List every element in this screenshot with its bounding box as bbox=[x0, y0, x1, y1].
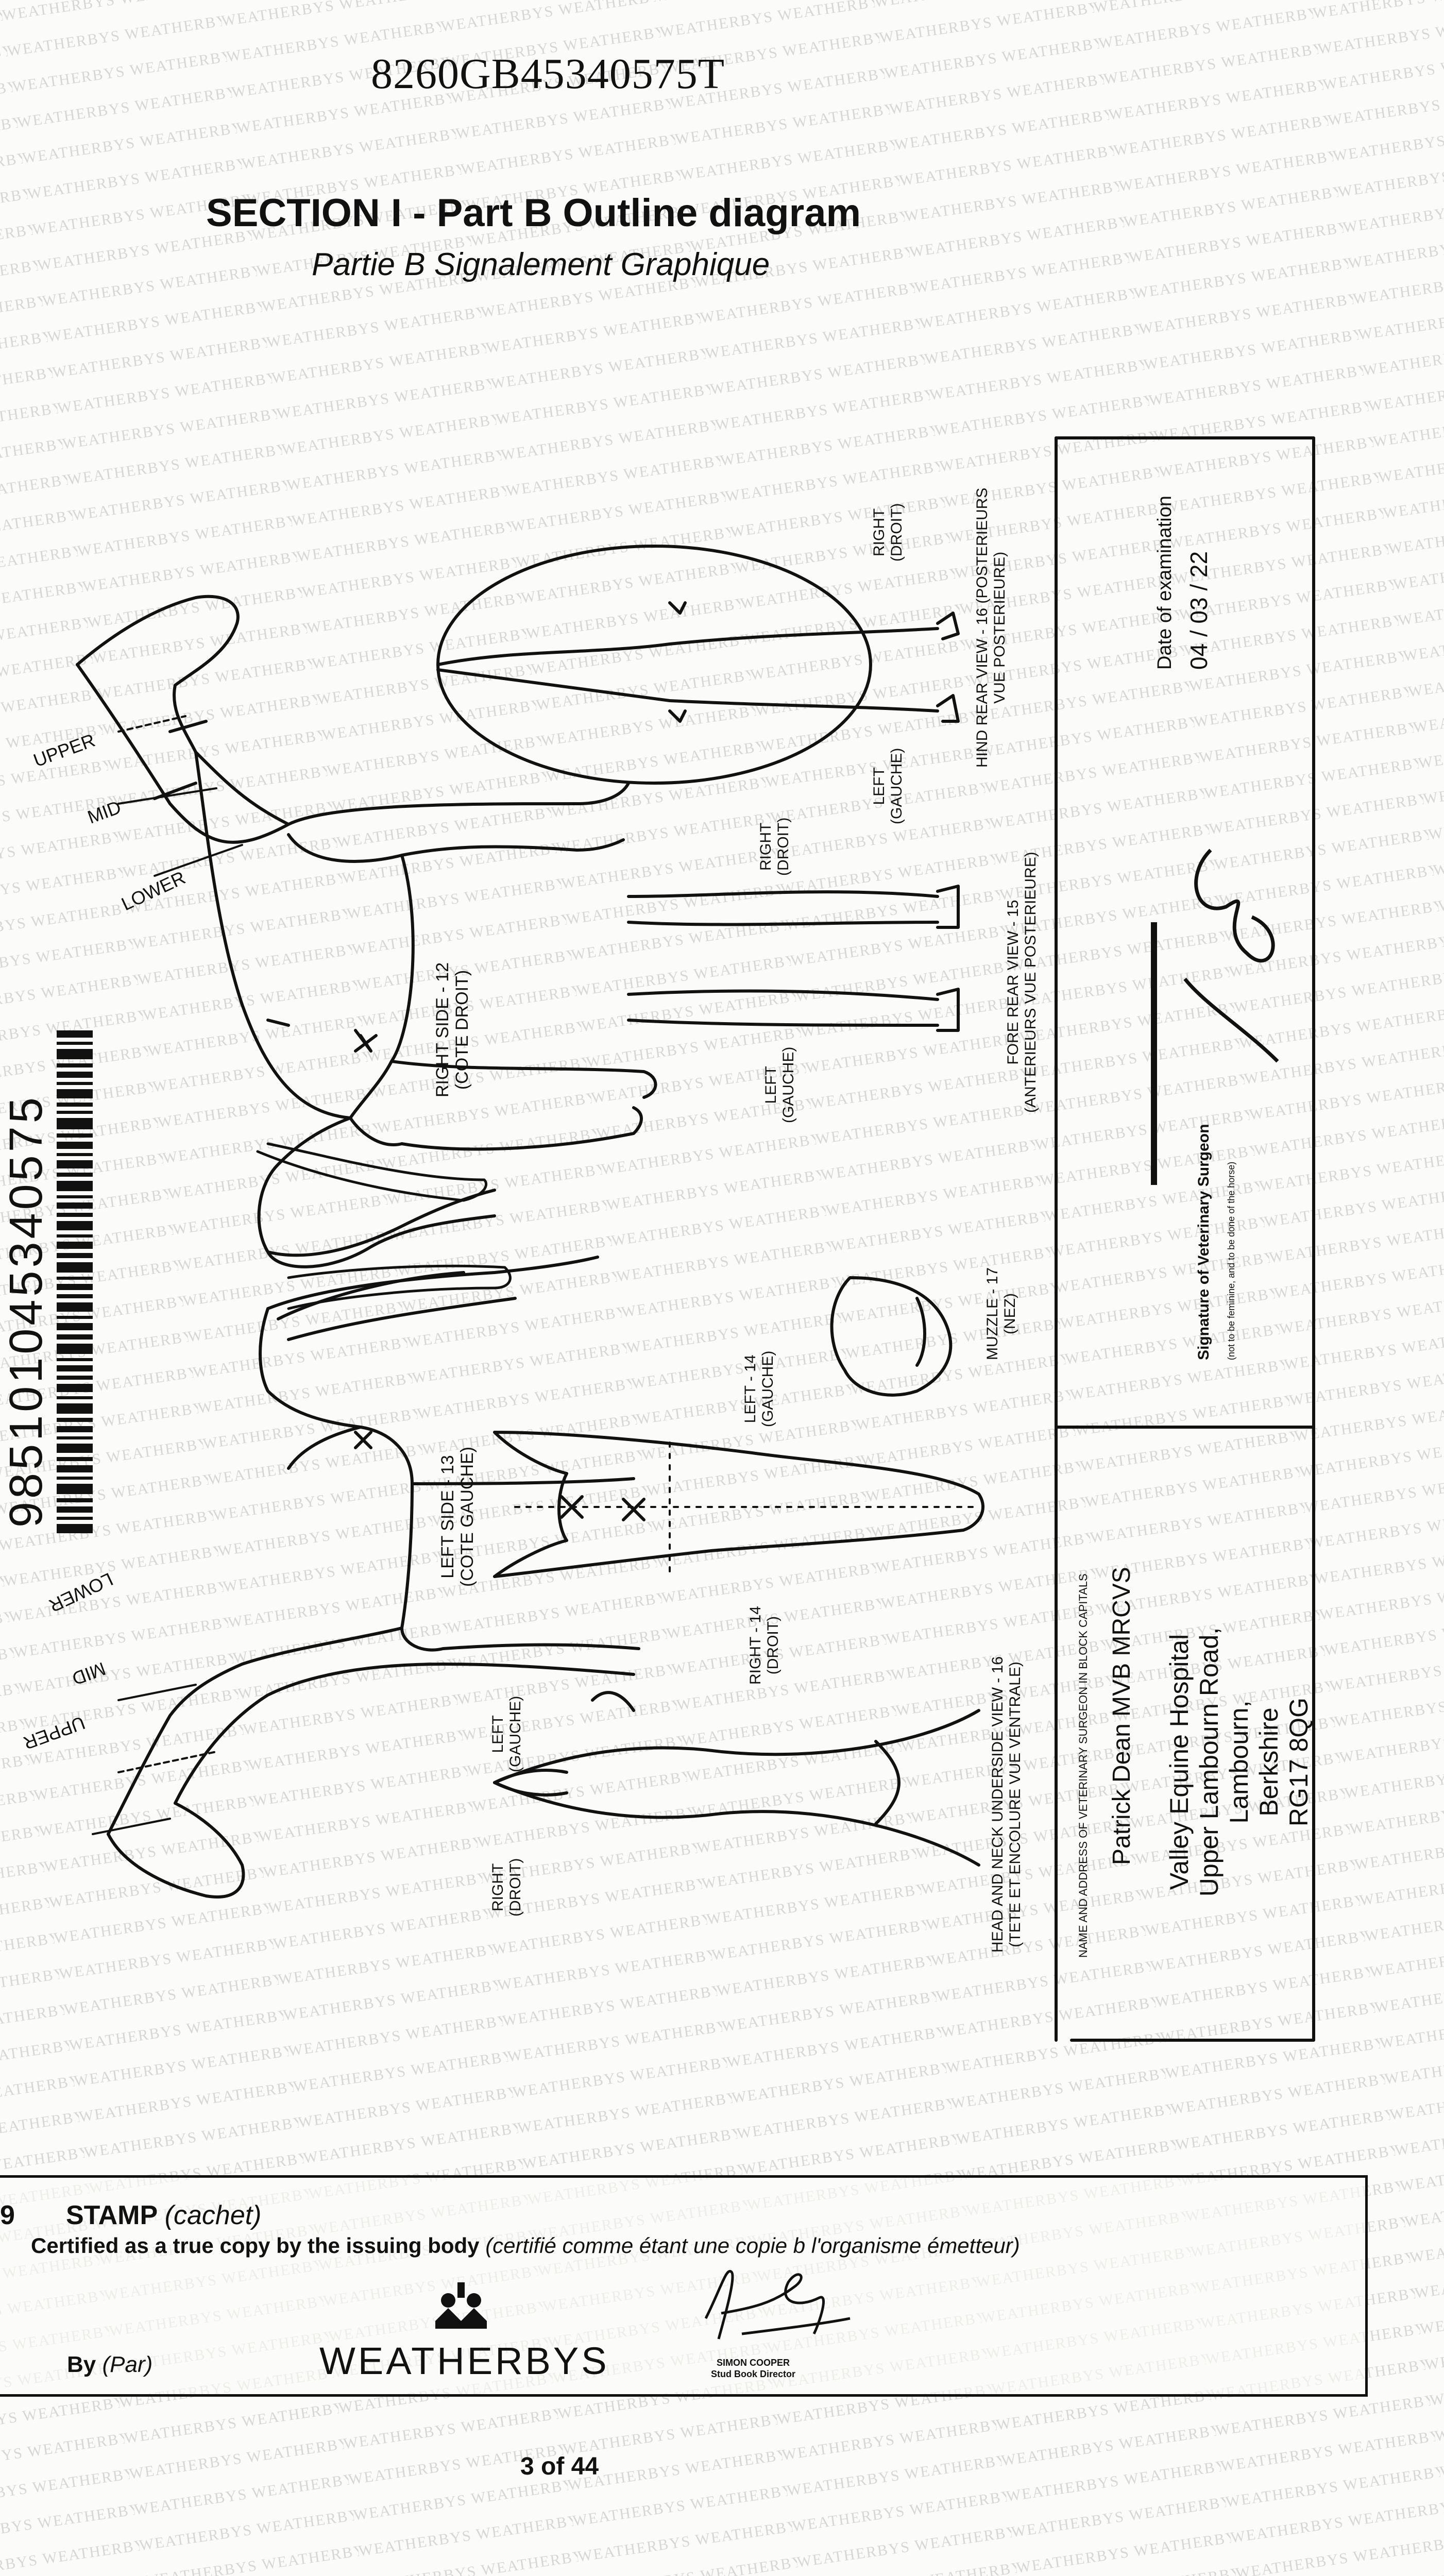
neck-label-lower-right: LOWER bbox=[118, 867, 189, 915]
neck-label-mid-left: MID bbox=[69, 1658, 109, 1690]
stamp-title-en: STAMP bbox=[66, 2200, 158, 2230]
weatherbys-wordmark: WEATHERBYS bbox=[319, 2340, 609, 2382]
label-front-right-14: RIGHT - 14 (DROIT) bbox=[747, 1606, 782, 1685]
vet-name: Patrick Dean MVB MRCVS bbox=[1108, 1567, 1135, 1865]
weatherbys-crest-logo bbox=[428, 2277, 495, 2334]
vet-signature-label: Signature of Veterinary Surgeon bbox=[1195, 1124, 1212, 1360]
label-right-side: RIGHT SIDE - 12 (COTE DROIT) bbox=[433, 962, 472, 1097]
stamp-number: 9 bbox=[0, 2200, 15, 2230]
label-underside-right: RIGHT (DROIT) bbox=[489, 1858, 524, 1917]
vet-address-line-4: Berkshire bbox=[1254, 1707, 1283, 1817]
label-underside-left: LEFT (GAUCHE) bbox=[489, 1696, 524, 1772]
page-number: 3 of 44 bbox=[520, 2453, 599, 2480]
date-of-examination-label: Date of examination bbox=[1154, 496, 1176, 670]
signer-block bbox=[711, 2357, 795, 2380]
vet-signature-note: (not to be feminine, and to be done of the horse) bbox=[1226, 1161, 1236, 1360]
section-subtitle: Partie B Signalement Graphique bbox=[312, 247, 770, 282]
label-left-side: LEFT SIDE - 13 (COTE GAUCHE) bbox=[438, 1447, 477, 1587]
by-line bbox=[67, 2352, 152, 2378]
label-head-neck-underside: HEAD AND NECK UNDERSIDE VIEW - 16 (TETE ET ENCOLURE VUE VENTRALE) bbox=[989, 1656, 1024, 1953]
muzzle-outline bbox=[832, 1278, 951, 1395]
neck-label-upper-right: UPPER bbox=[30, 729, 98, 771]
stamp-title-fr: (cachet) bbox=[164, 2200, 262, 2230]
certified-en: Certified as a true copy by the issuing body bbox=[31, 2233, 480, 2258]
neck-label-upper-left: UPPER bbox=[21, 1712, 88, 1754]
certified-true-copy-line bbox=[31, 2233, 1020, 2258]
vet-address-block bbox=[1164, 1618, 1314, 1906]
label-hind-rear-view: HIND REAR VIEW - 16 (POSTERIEURS VUE POSTERIEURE) bbox=[974, 487, 1008, 768]
label-muzzle: MUZZLE - 17 (NEZ) bbox=[984, 1267, 1018, 1360]
vet-address-line-1: Valley Equine Hospital bbox=[1165, 1634, 1194, 1890]
stamp-title bbox=[66, 2200, 262, 2231]
vet-signature bbox=[1185, 850, 1278, 1061]
label-fore-left: LEFT (GAUCHE) bbox=[762, 1046, 797, 1123]
front-view-head-outline bbox=[495, 1432, 983, 1577]
head-neck-underside-outline bbox=[495, 1710, 979, 1865]
by-label-fr: (Par) bbox=[102, 2352, 153, 2377]
stud-book-director-signature bbox=[690, 2257, 855, 2354]
left-side-horse-outline bbox=[108, 1257, 639, 1897]
signer-name: SIMON COOPER bbox=[717, 2358, 790, 2368]
section-title: SECTION I - Part B Outline diagram bbox=[206, 191, 861, 235]
certified-fr: (certifié comme étant une copie b l'organisme émetteur) bbox=[485, 2233, 1020, 2258]
neck-label-mid-right: MID bbox=[84, 796, 124, 828]
vet-address-line-5: RG17 8QG bbox=[1284, 1697, 1313, 1827]
document-number: 8260GB45340575T bbox=[371, 50, 725, 98]
barcode-number: 985101045340575 bbox=[1, 1094, 52, 1528]
vet-address-line-3: Lambourn, bbox=[1225, 1700, 1253, 1824]
vet-address-line-2: Upper Lambourn Road, bbox=[1195, 1627, 1224, 1897]
label-fore-rear-view: FORE REAR VIEW - 15 (ANTERIEURS VUE POSTERIEURE) bbox=[1005, 852, 1039, 1113]
label-front-left-14: LEFT - 14 (GAUCHE) bbox=[742, 1350, 776, 1427]
label-hind-left: LEFT (GAUCHE) bbox=[871, 748, 905, 824]
date-of-examination-value: 04 / 03 / 22 bbox=[1185, 551, 1212, 670]
neck-label-lower-left: LOWER bbox=[45, 1568, 116, 1617]
by-label: By bbox=[67, 2352, 96, 2377]
signer-title: Stud Book Director bbox=[711, 2369, 796, 2379]
label-fore-right: RIGHT (DROIT) bbox=[757, 817, 792, 876]
fore-rear-view-outline bbox=[628, 886, 958, 1030]
vet-name-address-header: NAME AND ADDRESS OF VETERINARY SURGEON IN BLOCK CAPITALS bbox=[1077, 1573, 1090, 1958]
label-hind-right: RIGHT (DROIT) bbox=[871, 503, 905, 562]
